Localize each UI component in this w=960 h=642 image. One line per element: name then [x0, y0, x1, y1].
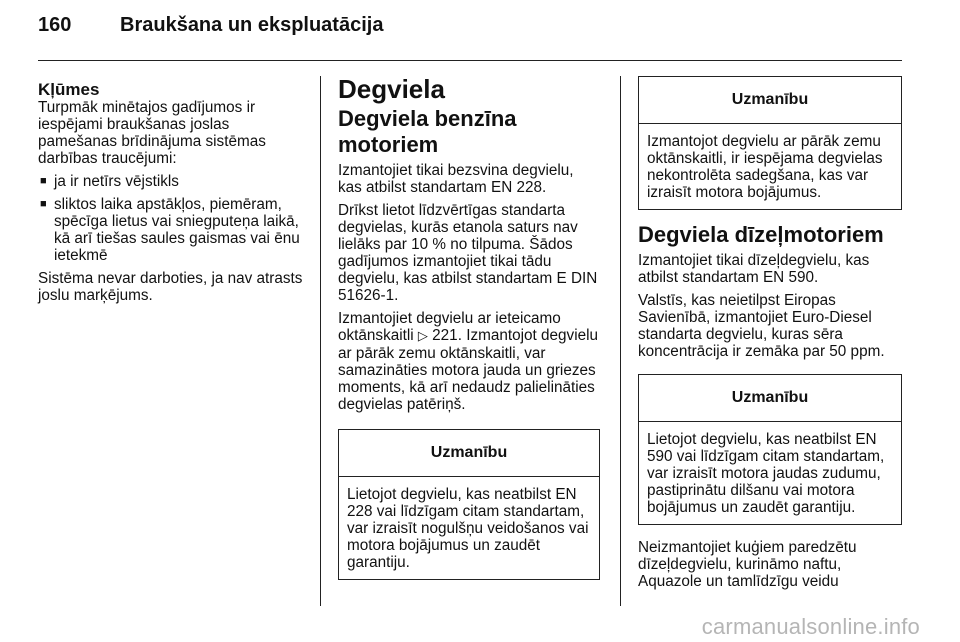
paragraph-outro: Sistēma nevar darboties, ja nav atrasts joslu marķējums. [38, 270, 303, 304]
caution-title: Uzmanību [639, 77, 901, 124]
caution-box [338, 429, 600, 580]
caution-title: Uzmanību [639, 375, 901, 422]
paragraph-text: . Izmantojot degvielu ar pārāk zemu oktānskaitli, var samazināties motora jauda un griezes moments, kā arī nedaudz palielināties degvielas patēriņš. [338, 327, 599, 413]
subheading-petrol-fuel: Degviela benzīna motoriem [338, 106, 517, 157]
paragraph-intro: Turpmāk minētajos gadījumos ir iespējami braukšanas joslas pamešanas brīdinājuma sistēmas darbības traucējumi: [38, 99, 266, 167]
section-heading-fuel: Degviela [338, 74, 445, 104]
watermark: carmanualsonline.info [701, 614, 920, 639]
section-heading-faults: Kļūmes [38, 80, 100, 99]
header-rule [38, 60, 902, 61]
caution-box [638, 76, 902, 210]
paragraph: Valstīs, kas neietilpst Eiropas Savienībā, izmantojiet Euro-Diesel standarta degvielu, kuras sēra koncentrācija ir zemāka par 50 ppm. [638, 292, 885, 360]
page-reference: 221 [432, 327, 458, 344]
caution-box [638, 374, 902, 525]
list-item: ■ sliktos laika apstākļos, piemēram, spēcīga lietus vai sniegputeņa laikā, kā arī tiešas saules gaismas vai ēnu ietekmē [38, 196, 310, 264]
paragraph: Neizmantojiet kuģiem paredzētu dīzeļdegvielu, kurināmo naftu, Aquazole un tamlīdzīgu veidu [638, 539, 857, 590]
column-2 [338, 74, 600, 590]
caution-title: Uzmanību [339, 430, 599, 477]
paragraph-octane [338, 310, 600, 413]
paragraph: Izmantojiet tikai dīzeļdegvielu, kas atbilst standartam EN 590. [638, 252, 870, 286]
fault-list [38, 173, 310, 264]
column-1 [38, 80, 310, 310]
list-item: ■ ja ir netīrs vējstikls [38, 173, 310, 190]
page-reference-icon: ▷ [417, 329, 428, 344]
paragraph: Izmantojiet tikai bezsvina degvielu, kas atbilst standartam EN 228. [338, 162, 574, 196]
caution-text: Izmantojot degvielu ar pārāk zemu oktānskaitli, ir iespējama degvielas nekontrolēta sadegšana, kas var izraisīt motora bojājumus. [647, 133, 883, 201]
column-3 [638, 72, 902, 596]
page-number: 160 [38, 14, 72, 36]
page-header [38, 14, 383, 44]
paragraph: Drīkst lietot līdzvērtīgas standarta degvielas, kurās etanola saturs nav lielāks par 10 % no tilpuma. Šādos gadījumos izmantojiet tikai tādu degvielu, kas atbilst standartam E DIN 51626-1. [338, 202, 598, 304]
page-title: Braukšana un ekspluatācija [120, 14, 384, 36]
column-divider-2 [620, 76, 621, 606]
subheading-diesel-fuel: Degviela dīzeļmotoriem [638, 222, 884, 247]
caution-text: Lietojot degvielu, kas neatbilst EN 590 vai līdzīgam citam standartam, var izraisīt motora jaudas zudumu, pastiprinātu dilšanu vai motora bojājumus un zaudēt garantiju. [647, 431, 885, 516]
caution-text: Lietojot degvielu, kas neatbilst EN 228 vai līdzīgam citam standartam, var izraisīt nogulšņu veidošanos vai motora bojājumus un zaudēt garantiju. [347, 486, 589, 571]
paragraph-text: Izmantojiet degvielu ar ieteicamo oktānskaitli [338, 310, 561, 344]
column-divider-1 [320, 76, 321, 606]
